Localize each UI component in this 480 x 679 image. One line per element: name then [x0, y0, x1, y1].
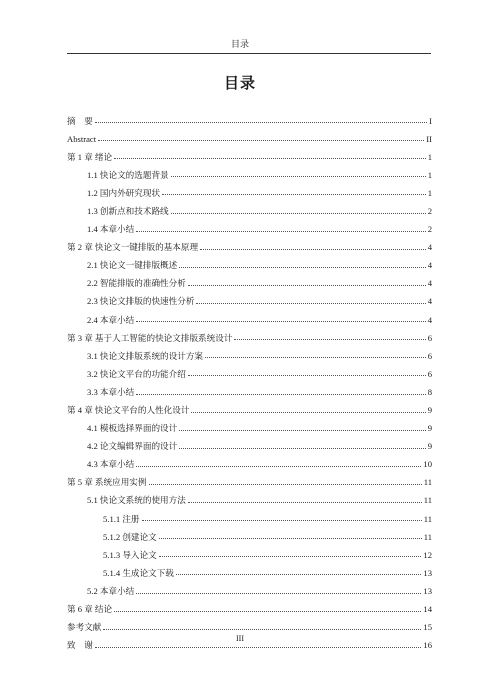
- page-title: 目录: [223, 74, 256, 92]
- toc-entry-chapter-6[interactable]: [67, 597, 432, 615]
- toc-entry-page: 15: [423, 622, 432, 633]
- toc-entry-label: 1.1 快论文的选题背景: [87, 169, 169, 180]
- toc-entry-5-1-1[interactable]: [67, 506, 432, 524]
- toc-leader-dots: [114, 611, 421, 612]
- toc-entry-1-2[interactable]: [67, 180, 432, 198]
- table-of-contents: [67, 108, 432, 651]
- toc-entry-page: 16: [423, 640, 432, 651]
- toc-entry-label: 2.4 本章小结: [87, 314, 135, 325]
- toc-entry-3-1[interactable]: [67, 343, 432, 361]
- toc-leader-dots: [98, 140, 424, 141]
- toc-entry-label: 1.2 国内外研究现状: [87, 187, 161, 198]
- toc-entry-page: 14: [423, 604, 432, 615]
- toc-entry-label: 第 4 章 快论文平台的人性化设计: [67, 405, 190, 415]
- toc-leader-dots: [114, 158, 426, 159]
- toc-entry-4-3[interactable]: [67, 452, 432, 470]
- toc-leader-dots: [176, 574, 422, 575]
- toc-leader-dots: [159, 538, 422, 539]
- toc-entry-page: II: [426, 133, 432, 144]
- toc-entry-abstract-en[interactable]: [67, 126, 432, 144]
- toc-entry-label: 4.2 论文编辑界面的设计: [87, 441, 178, 452]
- toc-leader-dots: [136, 231, 425, 232]
- toc-entry-1-4[interactable]: [67, 217, 432, 235]
- toc-entry-4-1[interactable]: [67, 416, 432, 434]
- toc-entry-page: I: [429, 115, 432, 126]
- toc-leader-dots: [136, 394, 425, 395]
- toc-entry-label: 2.3 快论文排版的快速性分析: [87, 296, 195, 307]
- toc-entry-page: 9: [427, 423, 432, 434]
- toc-entry-label: 5.1.3 导入论文: [103, 549, 157, 560]
- toc-entry-5-2[interactable]: [67, 578, 432, 596]
- toc-entry-page: 1: [427, 187, 432, 198]
- toc-leader-dots: [188, 502, 422, 503]
- toc-entry-label: 4.1 模板选择界面的设计: [87, 423, 178, 434]
- toc-entry-page: 6: [427, 350, 432, 361]
- toc-entry-2-3[interactable]: [67, 289, 432, 307]
- toc-entry-2-2[interactable]: [67, 271, 432, 289]
- toc-leader-dots: [196, 303, 425, 304]
- page-number: III: [236, 634, 244, 643]
- toc-entry-page: 9: [427, 405, 432, 415]
- toc-entry-label: 5.1.1 注册: [103, 513, 140, 524]
- toc-entry-page: 4: [427, 314, 432, 325]
- toc-entry-label: 2.2 智能排版的准确性分析: [87, 278, 186, 289]
- toc-entry-page: 2: [427, 205, 432, 216]
- toc-leader-dots: [95, 122, 427, 123]
- toc-leader-dots: [162, 194, 426, 195]
- toc-leader-dots: [200, 249, 426, 250]
- toc-entry-label: 3.2 快论文平台的功能介绍: [87, 368, 186, 379]
- toc-entry-label: 3.1 快论文排版系统的设计方案: [87, 350, 204, 361]
- toc-entry-page: 6: [427, 332, 432, 343]
- toc-entry-2-1[interactable]: [67, 253, 432, 271]
- toc-entry-2-4[interactable]: [67, 307, 432, 325]
- toc-entry-label: 第 1 章 绪论: [67, 151, 113, 162]
- toc-entry-1-3[interactable]: [67, 198, 432, 216]
- toc-leader-dots: [234, 339, 425, 340]
- toc-leader-dots: [136, 321, 425, 322]
- toc-entry-chapter-3[interactable]: [67, 325, 432, 343]
- toc-leader-dots: [142, 520, 422, 521]
- toc-entry-5-1-4[interactable]: [67, 560, 432, 578]
- toc-entry-chapter-1[interactable]: [67, 144, 432, 162]
- toc-entry-label: 第 2 章 快论文一键排版的基本原理: [67, 242, 199, 253]
- toc-leader-dots: [205, 357, 426, 358]
- toc-entry-page: 11: [423, 531, 432, 542]
- toc-leader-dots: [171, 213, 426, 214]
- toc-leader-dots: [136, 466, 421, 467]
- toc-entry-label: 5.1.4 生成论文下载: [103, 567, 174, 578]
- toc-entry-label: 5.1.2 创建论文: [103, 531, 157, 542]
- header-rule: [67, 53, 431, 54]
- toc-entry-page: 10: [423, 459, 432, 470]
- toc-entry-1-1[interactable]: [67, 162, 432, 180]
- toc-entry-3-3[interactable]: [67, 379, 432, 397]
- toc-entry-chapter-2[interactable]: [67, 235, 432, 253]
- toc-entry-label: 第 5 章 系统应用实例: [67, 477, 147, 488]
- toc-entry-label: 5.1 快论文系统的使用方法: [87, 495, 186, 506]
- toc-leader-dots: [188, 375, 426, 376]
- toc-entry-label: 1.4 本章小结: [87, 224, 135, 235]
- toc-entry-5-1-2[interactable]: [67, 524, 432, 542]
- toc-entry-page: 11: [423, 513, 432, 524]
- toc-entry-page: 11: [423, 477, 432, 488]
- toc-leader-dots: [191, 412, 425, 413]
- running-header: 目录: [230, 39, 249, 49]
- toc-leader-dots: [95, 647, 422, 648]
- toc-entry-page: 1: [427, 169, 432, 180]
- toc-entry-label: 2.1 快论文一键排版概述: [87, 260, 178, 271]
- toc-entry-3-2[interactable]: [67, 361, 432, 379]
- toc-entry-page: 2: [427, 224, 432, 235]
- toc-entry-page: 4: [427, 278, 432, 289]
- toc-leader-dots: [136, 593, 421, 594]
- toc-entry-label: 3.3 本章小结: [87, 386, 135, 397]
- toc-leader-dots: [179, 430, 425, 431]
- toc-entry-page: 13: [423, 585, 432, 596]
- toc-entry-page: 9: [427, 441, 432, 452]
- toc-leader-dots: [179, 448, 425, 449]
- toc-entry-5-1[interactable]: [67, 488, 432, 506]
- toc-leader-dots: [179, 267, 425, 268]
- toc-entry-chapter-5[interactable]: [67, 470, 432, 488]
- toc-entry-page: 4: [427, 242, 432, 253]
- toc-entry-page: 11: [423, 495, 432, 506]
- toc-entry-page: 13: [423, 567, 432, 578]
- toc-entry-references[interactable]: [67, 615, 432, 633]
- toc-entry-label: 致 谢: [67, 640, 93, 651]
- toc-entry-page: 12: [423, 549, 432, 560]
- toc-entry-page: 8: [427, 386, 432, 397]
- toc-entry-5-1-3[interactable]: [67, 542, 432, 560]
- toc-entry-label: 第 6 章 结论: [67, 604, 113, 615]
- toc-leader-dots: [103, 629, 421, 630]
- toc-leader-dots: [188, 285, 426, 286]
- toc-entry-label: 参考文献: [67, 622, 102, 633]
- toc-entry-chapter-4[interactable]: [67, 398, 432, 416]
- toc-entry-label: 第 3 章 基于人工智能的快论文排版系统设计: [67, 332, 233, 343]
- toc-entry-page: 4: [427, 296, 432, 307]
- toc-entry-page: 1: [427, 151, 432, 162]
- toc-entry-4-2[interactable]: [67, 434, 432, 452]
- toc-entry-label: 摘 要: [67, 115, 93, 126]
- toc-entry-label: 5.2 本章小结: [87, 585, 135, 596]
- toc-leader-dots: [159, 556, 422, 557]
- toc-entry-label: Abstract: [67, 133, 97, 144]
- toc-leader-dots: [171, 176, 426, 177]
- toc-entry-label: 4.3 本章小结: [87, 459, 135, 470]
- toc-entry-abstract-cn[interactable]: [67, 108, 432, 126]
- toc-entry-label: 1.3 创新点和技术路线: [87, 205, 169, 216]
- toc-entry-page: 6: [427, 368, 432, 379]
- toc-leader-dots: [149, 484, 422, 485]
- toc-entry-page: 4: [427, 260, 432, 271]
